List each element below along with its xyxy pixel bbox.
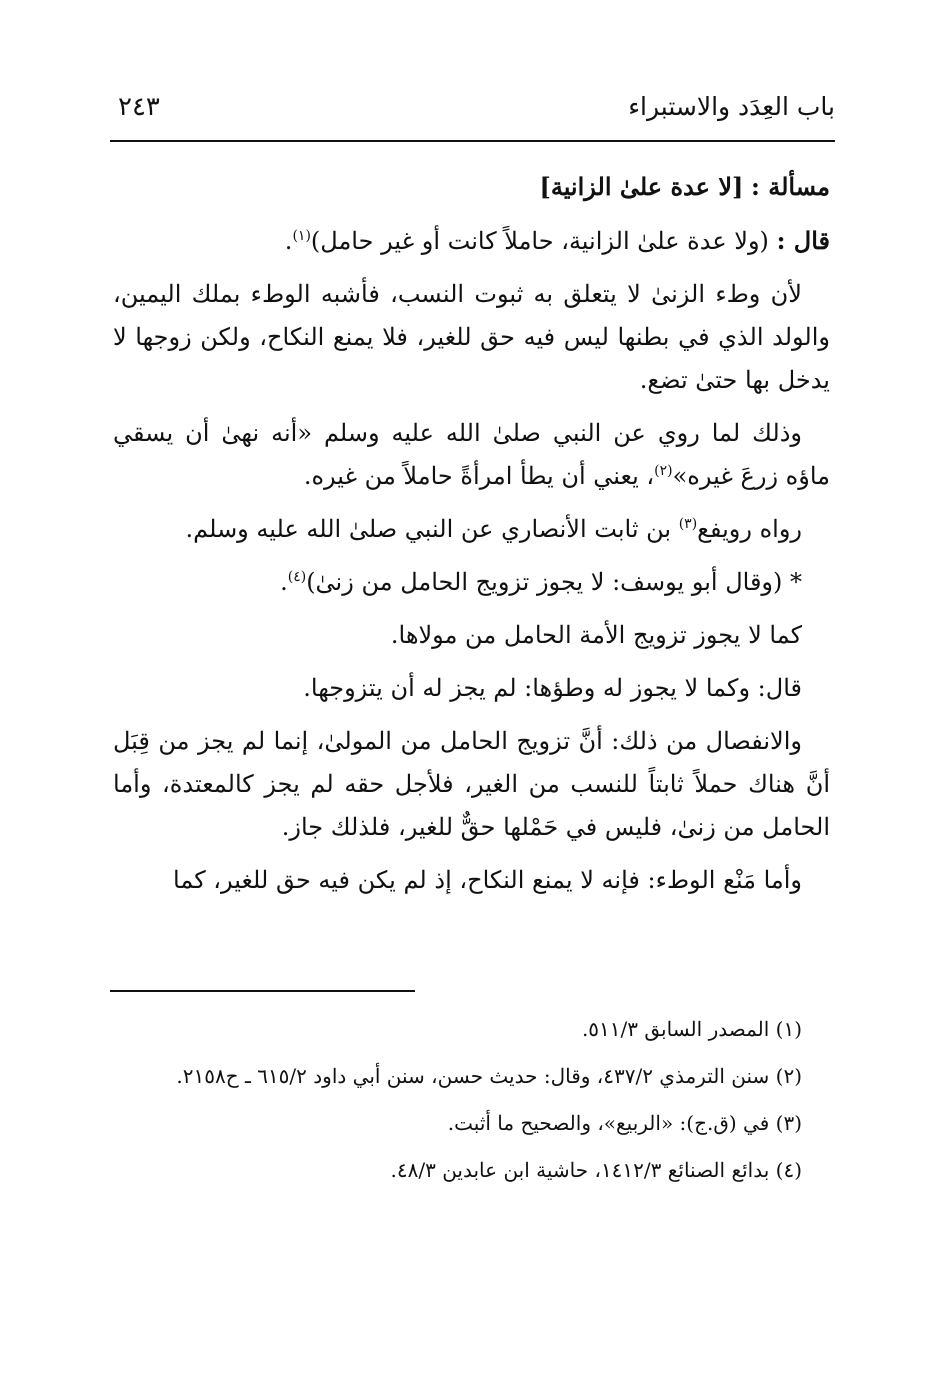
paragraph-2-rest: ، يعني أن يطأ امرأةً حاملاً من غيره.: [303, 462, 655, 490]
footnote-ref-4: (٤): [287, 569, 307, 585]
page-number: ٢٤٣: [118, 92, 160, 122]
footnote-ref-1: (١): [292, 228, 311, 244]
section-heading: [113, 165, 830, 209]
quote-label: قال :: [776, 226, 830, 255]
paragraph-3: [113, 508, 830, 551]
footnotes: [113, 1010, 830, 1198]
quote-paragraph-2: [113, 561, 830, 604]
quote-2-end: .: [280, 568, 288, 596]
main-text: [113, 165, 830, 912]
paragraph-5: قال: وكما لا يجوز له وطؤها: لم يجز له أن يتزوجها.: [303, 674, 802, 702]
quote-end: .: [284, 227, 293, 255]
header-rule: [110, 140, 835, 142]
quote-2-text: * (وقال أبو يوسف: لا يجوز تزويج الحامل من زنىٰ): [306, 568, 802, 596]
paragraph-7: وأما مَنْع الوطء: فإنه لا يمنع النكاح، إذ لم يكن فيه حق للغير، كما: [173, 866, 802, 894]
paragraph-4: كما لا يجوز تزويج الأمة الحامل من مولاها.: [390, 621, 802, 649]
page-header: [110, 92, 835, 132]
quote-text: (ولا عدة علىٰ الزانية، حاملاً كانت أو غير حامل): [310, 227, 769, 255]
paragraph-3-rest: بن ثابت الأنصاري عن النبي صلىٰ الله عليه وسلم.: [185, 515, 679, 543]
paragraph-1: لأن وطء الزنىٰ لا يتعلق به ثبوت النسب، فأشبه الوطء بملك اليمين، والولد الذي في بطنها ليس فيه حق للغير، فلا يمنع النكاح، ولكن زوجها لا يدخل بها حتىٰ تضع.: [113, 280, 830, 394]
heading-title: [لا عدة علىٰ الزانية]: [539, 172, 744, 201]
footnote-1: (١) المصدر السابق ٥١١/٣.: [581, 1017, 802, 1041]
footnote-ref-2: (٢): [654, 463, 673, 479]
footnote-rule: [110, 990, 415, 992]
paragraph-6: والانفصال من ذلك: أنَّ تزويج الحامل من المولىٰ، إنما لم يجز من قِبَل أنَّ هناك حملاً ثابتاً للنسب من الغير، فلأجل حقه لم يجز كالمعتدة، وأما الحامل من زنىٰ، فليس في حَمْلها حقٌّ للغير، فلذلك جاز.: [113, 727, 830, 841]
heading-label: مسألة :: [751, 172, 830, 201]
quote-paragraph-1: [113, 219, 830, 263]
footnote-3: (٣) في (ق.ج): «الربيع»، والصحيح ما أثبت.: [447, 1111, 802, 1135]
running-title: باب العِدَد والاستبراء: [628, 92, 835, 121]
footnote-ref-3: (٣): [678, 516, 698, 532]
paragraph-2: [113, 412, 830, 498]
footnote-4: (٤) بدائع الصنائع ١٤١٢/٣، حاشية ابن عابدين ٤٨/٣.: [390, 1158, 802, 1182]
paragraph-3-text: رواه رويفع: [697, 515, 802, 543]
footnote-2: (٢) سنن الترمذي ٤٣٧/٢، وقال: حديث حسن، سنن أبي داود ٦١٥/٢ ـ ح٢١٥٨.: [176, 1064, 802, 1088]
paragraph-2-text: وذلك لما روي عن النبي صلىٰ الله عليه وسلم «أنه نهىٰ أن يسقي ماؤه زرعَ غيره»: [113, 419, 830, 490]
